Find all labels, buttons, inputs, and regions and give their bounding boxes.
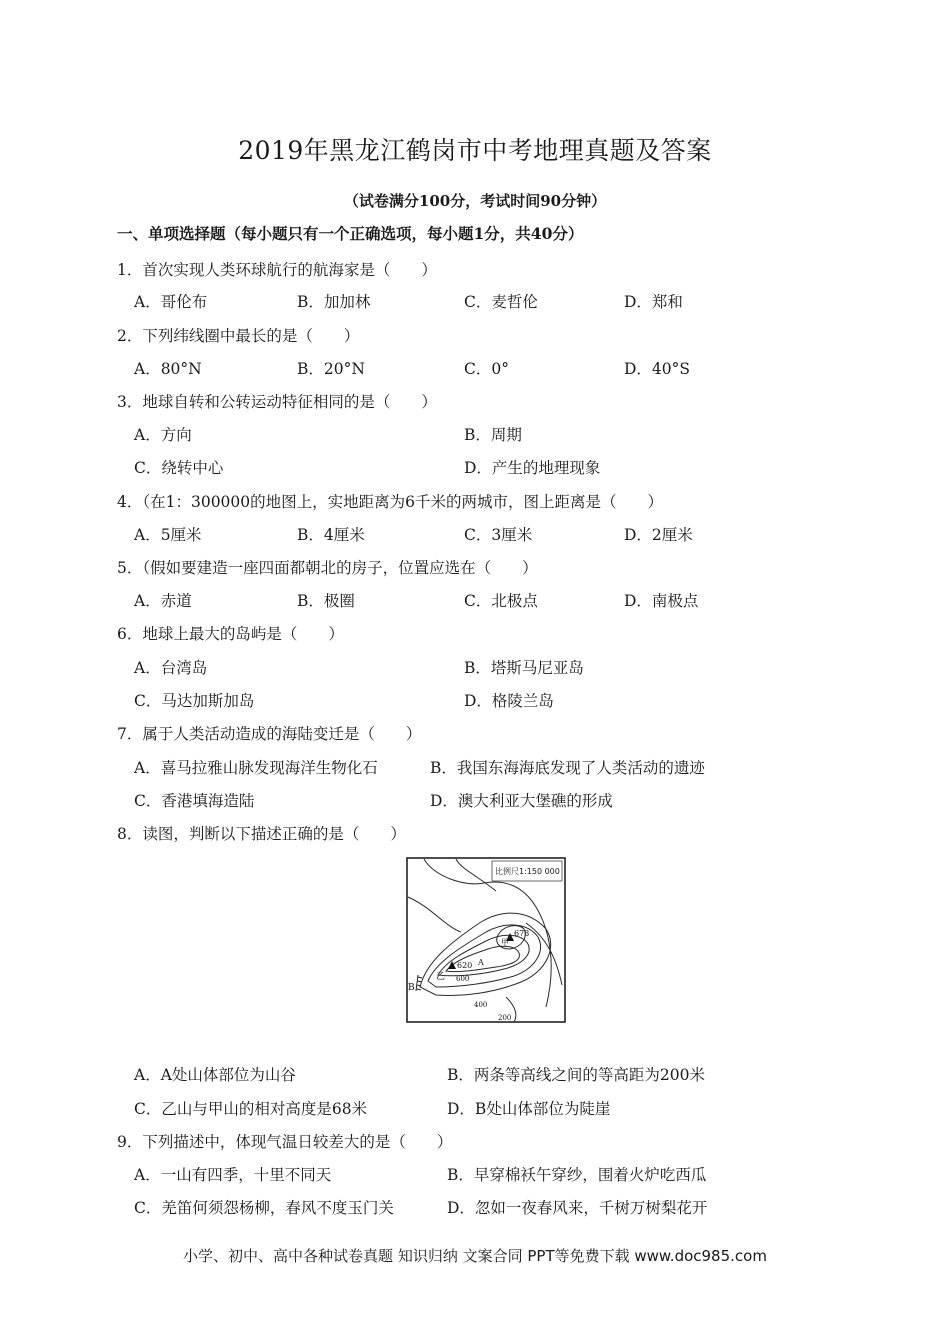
question-6-stem: 6．地球上最大的岛屿是（ ） [117, 625, 344, 643]
question-1-option-a[interactable]: A．哥伦布 [134, 293, 208, 311]
question-2-option-c[interactable]: C．0° [464, 360, 509, 378]
question-6-option-b[interactable]: B．塔斯马尼亚岛 [464, 659, 584, 677]
peak-yi-height: 620 [457, 961, 473, 970]
question-5-option-d[interactable]: D．南极点 [624, 592, 699, 610]
page-footer[interactable]: 小学、初中、高中各种试卷真题 知识归纳 文案合同 PPT等免费下载 www.doc985.com [183, 1247, 767, 1265]
question-2-option-b[interactable]: B．20°N [297, 360, 365, 378]
question-2-option-a[interactable]: A．80°N [134, 360, 202, 378]
question-8-stem: 8．读图，判断以下描述正确的是（ ） [117, 825, 406, 843]
map-scale-label: 比例尺1:150 000 [495, 867, 560, 876]
question-4-stem: 4．（在1：300000的地图上，实地距离为6千米的两城市，图上距离是（ ） [117, 493, 664, 511]
question-8-option-d[interactable]: D．B处山体部位为陡崖 [447, 1100, 611, 1118]
question-7-option-c[interactable]: C．香港填海造陆 [134, 792, 255, 810]
question-9-option-d[interactable]: D．忽如一夜春风来，千树万树梨花开 [447, 1199, 708, 1217]
question-7-stem: 7．属于人类活动造成的海陆变迁是（ ） [117, 725, 422, 743]
question-9-option-b[interactable]: B．早穿棉袄午穿纱，围着火炉吃西瓜 [447, 1166, 707, 1184]
question-7-option-a[interactable]: A．喜马拉雅山脉发现海洋生物化石 [134, 759, 378, 777]
point-b-label: B [408, 983, 415, 993]
question-1-stem: 1．首次实现人类环球航行的航海家是（ ） [117, 261, 437, 279]
question-1-option-d[interactable]: D．郑和 [624, 293, 683, 311]
question-3-option-d[interactable]: D．产生的地理现象 [464, 459, 601, 477]
question-7-option-d[interactable]: D．澳大利亚大堡礁的形成 [430, 792, 613, 810]
question-2-option-d[interactable]: D．40°S [624, 360, 691, 378]
contour-200-label: 200 [498, 1014, 512, 1022]
question-3-stem: 3．地球自转和公转运动特征相同的是（ ） [117, 393, 437, 411]
point-a-label: A [478, 958, 484, 967]
question-9-option-a[interactable]: A．一山有四季，十里不同天 [134, 1166, 332, 1184]
question-9-option-c[interactable]: C．羌笛何须怨杨柳，春风不度玉门关 [134, 1199, 394, 1217]
question-4-option-b[interactable]: B．4厘米 [297, 526, 365, 544]
peak-jia-height: 678 [514, 929, 530, 938]
question-2-stem: 2．下列纬线圈中最长的是（ ） [117, 327, 360, 345]
section-heading: 一、单项选择题（每小题只有一个正确选项，每小题1分，共40分） [117, 224, 584, 243]
question-5-option-c[interactable]: C．北极点 [464, 592, 538, 610]
page-title: 2019年黑龙江鹤岗市中考地理真题及答案 [238, 136, 712, 165]
question-5-option-a[interactable]: A．赤道 [134, 592, 192, 610]
question-9-stem: 9．下列描述中，体现气温日较差大的是（ ） [117, 1133, 453, 1151]
question-3-option-c[interactable]: C．绕转中心 [134, 459, 224, 477]
question-6-option-a[interactable]: A．台湾岛 [134, 659, 208, 677]
question-4-option-d[interactable]: D．2厘米 [624, 526, 693, 544]
question-7-option-b[interactable]: B．我国东海海底发现了人类活动的遗迹 [430, 759, 705, 777]
exam-info: （试卷满分100分，考试时间90分钟） [343, 192, 607, 210]
question-8-option-c[interactable]: C．乙山与甲山的相对高度是68米 [134, 1100, 368, 1118]
contour-400-label: 400 [474, 1001, 488, 1009]
peak-jia-label: 甲 [501, 938, 509, 947]
contour-map [406, 857, 566, 1023]
question-8-option-b[interactable]: B．两条等高线之间的等高距为200米 [447, 1066, 705, 1084]
contour-600-label: 600 [456, 975, 470, 983]
question-3-option-a[interactable]: A．方向 [134, 426, 192, 444]
question-5-stem: 5．（假如要建造一座四面都朝北的房子，位置应选在（ ） [117, 559, 538, 577]
question-3-option-b[interactable]: B．周期 [464, 426, 522, 444]
question-6-option-c[interactable]: C．马达加斯加岛 [134, 692, 255, 710]
peak-yi-label: 乙 [436, 972, 446, 982]
question-1-option-c[interactable]: C．麦哲伦 [464, 293, 538, 311]
question-5-option-b[interactable]: B．极圈 [297, 592, 355, 610]
question-6-option-d[interactable]: D．格陵兰岛 [464, 692, 554, 710]
question-4-option-c[interactable]: C．3厘米 [464, 526, 533, 544]
question-4-option-a[interactable]: A．5厘米 [134, 526, 202, 544]
question-8-option-a[interactable]: A．A处山体部位为山谷 [134, 1066, 296, 1084]
question-1-option-b[interactable]: B．加加林 [297, 293, 371, 311]
